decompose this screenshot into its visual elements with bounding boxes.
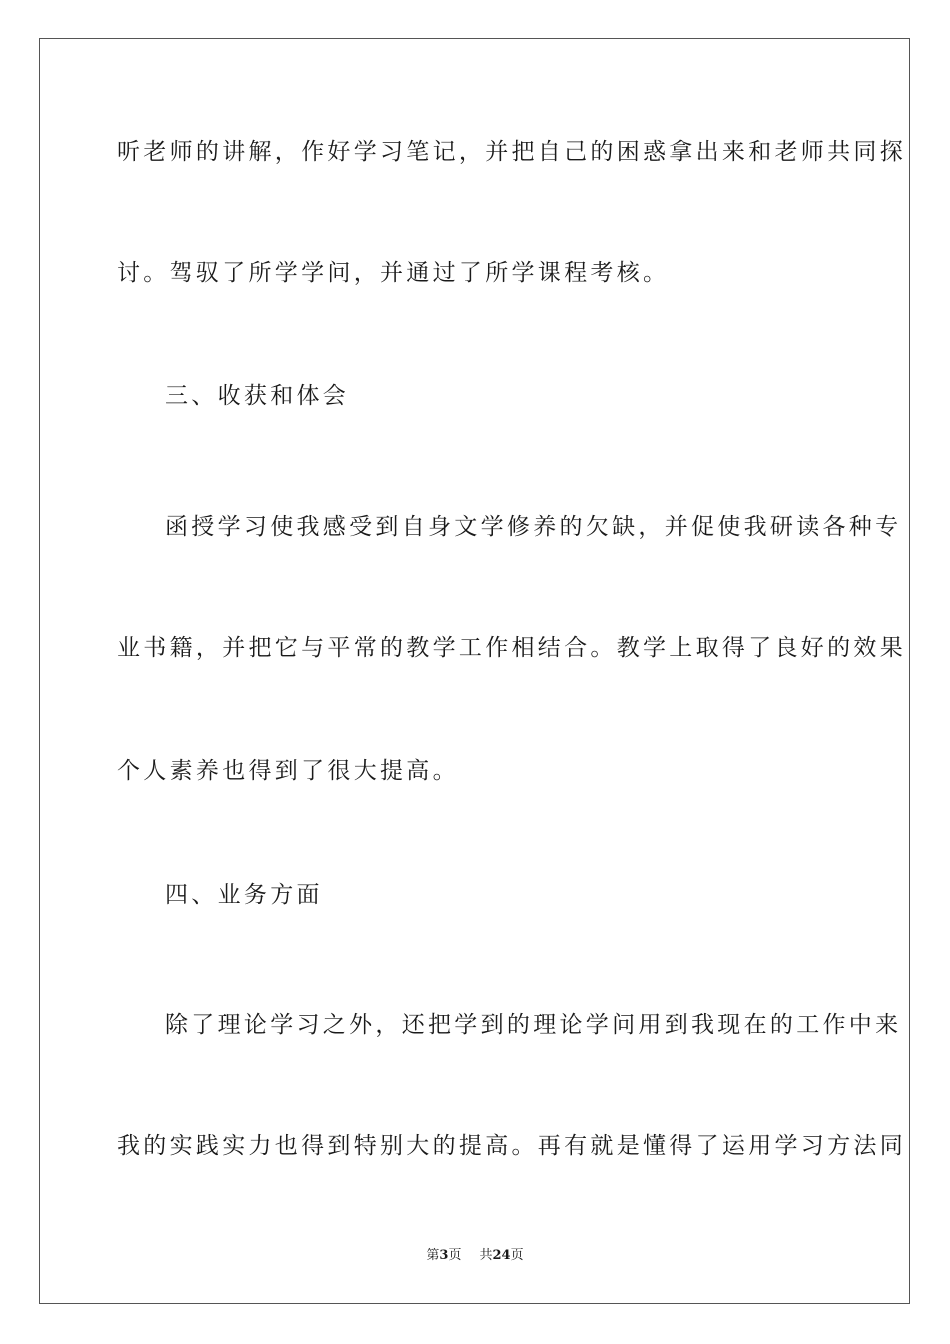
page-prefix: 第 [426, 1248, 440, 1263]
body-text-line: 函授学习使我感受到自身文学修养的欠缺，并促使我研读各种专 [165, 514, 902, 540]
body-text-line: 个人素养也得到了很大提高。 [117, 758, 459, 784]
body-text-line: 听老师的讲解，作好学习笔记，并把自己的困惑拿出来和老师共同探 [117, 139, 906, 165]
body-text-line: 讨。驾驭了所学学问，并通过了所学课程考核。 [117, 260, 670, 286]
section-heading: 三、收获和体会 [165, 383, 350, 409]
body-text-line: 我的实践实力也得到特别大的提高。再有就是懂得了运用学习方法同 [117, 1133, 906, 1159]
total-suffix: 页 [510, 1248, 524, 1263]
page-number: 3 [439, 1248, 449, 1263]
section-heading: 四、业务方面 [165, 882, 323, 908]
body-text-line: 业书籍，并把它与平常的教学工作相结合。教学上取得了良好的效果 [117, 635, 906, 661]
body-text-line: 除了理论学习之外，还把学到的理论学问用到我现在的工作中来 [165, 1012, 902, 1038]
total-prefix: 共 [479, 1248, 493, 1263]
total-pages: 24 [492, 1248, 511, 1263]
page-suffix: 页 [448, 1248, 462, 1263]
page-frame [39, 38, 910, 1304]
page-footer [0, 1248, 950, 1264]
